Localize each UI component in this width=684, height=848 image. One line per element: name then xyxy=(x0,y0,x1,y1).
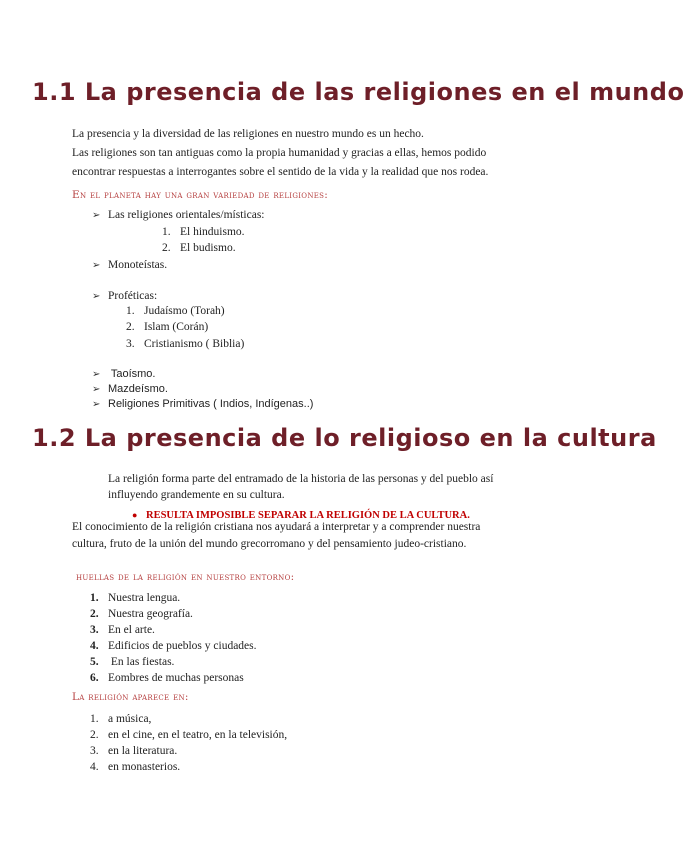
aparece-item-2 xyxy=(90,729,287,741)
para2-line-2: cultura, fruto de la unión del mundo grecorromano y del pensamiento judeo-cristiano. xyxy=(72,538,467,550)
huellas-item-1 xyxy=(90,592,180,604)
list-item-cristianismo xyxy=(126,338,244,350)
para1-line-1: La religión forma parte del entramado de la historia de las personas y del pueblo así xyxy=(108,473,494,485)
orientales-label: Las religiones orientales/místicas: xyxy=(108,209,265,221)
list-item-profeticas xyxy=(92,290,157,302)
aparece-heading: La religión aparece en: xyxy=(72,691,189,703)
huellas-heading: huellas de la religión en nuestro entorno: xyxy=(76,571,295,583)
item-number: 2. xyxy=(126,321,135,333)
item-text: En el arte. xyxy=(108,624,155,636)
arrow-bullet-icon: ➢ xyxy=(92,384,101,395)
item-number: 3. xyxy=(90,624,99,636)
item-text: En las fiestas. xyxy=(108,656,175,668)
item-text: en el cine, en el teatro, en la televisión, xyxy=(108,729,288,741)
list-item-orientales xyxy=(92,209,265,221)
aparece-item-4 xyxy=(90,761,180,773)
arrow-bullet-icon: ➢ xyxy=(92,399,101,410)
taoismo-label: Taoísmo. xyxy=(108,368,156,380)
aparece-item-1 xyxy=(90,713,151,725)
item-number: 4. xyxy=(90,640,99,652)
arrow-bullet-icon: ➢ xyxy=(92,291,101,302)
list-item-judaismo xyxy=(126,305,225,317)
list-item-islam xyxy=(126,321,208,333)
item-number: 1. xyxy=(90,592,99,604)
huellas-item-3 xyxy=(90,624,155,636)
mazdeismo-label: Mazdeísmo. xyxy=(108,383,168,395)
item-number: 1. xyxy=(90,713,99,725)
item-text: a música, xyxy=(108,713,152,725)
para2-line-1: El conocimiento de la religión cristiana nos ayudará a interpretar y a comprender nuestra xyxy=(72,521,481,533)
item-number: 5. xyxy=(90,656,99,668)
item-text: en la literatura. xyxy=(108,745,178,757)
item-text: Eombres de muchas personas xyxy=(108,672,244,684)
list-item-taoismo xyxy=(92,368,156,380)
highlight-text: RESULTA IMPOSIBLE SEPARAR LA RELIGIÓN DE LA CULTURA. xyxy=(146,510,470,521)
intro-line-2: Las religiones son tan antiguas como la propia humanidad y gracias a ellas, hemos podido xyxy=(72,147,487,159)
arrow-bullet-icon: ➢ xyxy=(92,260,101,271)
religions-variety-heading: En el planeta hay una gran variedad de religiones: xyxy=(72,189,329,201)
list-item-budismo xyxy=(162,242,236,254)
arrow-bullet-icon: ➢ xyxy=(92,369,101,380)
item-number: 3. xyxy=(126,338,135,350)
para1-line-2: influyendo grandemente en su cultura. xyxy=(108,489,285,501)
item-number: 6. xyxy=(90,672,99,684)
arrow-bullet-icon: ➢ xyxy=(92,210,101,221)
item-text: Judaísmo (Torah) xyxy=(144,305,225,317)
item-text: Nuestra geografía. xyxy=(108,608,193,620)
item-number: 2. xyxy=(90,608,99,620)
primitivas-label: Religiones Primitivas ( Indios, Indígenas..) xyxy=(108,398,314,410)
item-number: 2. xyxy=(162,242,171,254)
huellas-item-5 xyxy=(90,656,174,668)
item-number: 2. xyxy=(90,729,99,741)
item-text: Edificios de pueblos y ciudades. xyxy=(108,640,257,652)
huellas-item-6 xyxy=(90,672,244,684)
item-text: Nuestra lengua. xyxy=(108,592,181,604)
intro-line-1: La presencia y la diversidad de las religiones en nuestro mundo es un hecho. xyxy=(72,128,424,140)
aparece-item-3 xyxy=(90,745,177,757)
item-number: 1. xyxy=(126,305,135,317)
item-text: Cristianismo ( Biblia) xyxy=(144,338,245,350)
item-text: El budismo. xyxy=(180,242,236,254)
huellas-item-4 xyxy=(90,640,257,652)
intro-line-3: encontrar respuestas a interrogantes sobre el sentido de la vida y la realidad que nos rodea. xyxy=(72,166,489,178)
item-number: 3. xyxy=(90,745,99,757)
profeticas-label: Proféticas: xyxy=(108,290,158,302)
list-item-mazdeismo xyxy=(92,383,168,395)
item-text: en monasterios. xyxy=(108,761,181,773)
dot-bullet-icon: ● xyxy=(132,510,138,520)
monoteistas-label: Monoteístas. xyxy=(108,259,168,271)
item-number: 1. xyxy=(162,226,171,238)
item-text: El hinduismo. xyxy=(180,226,245,238)
item-number: 4. xyxy=(90,761,99,773)
item-text: Islam (Corán) xyxy=(144,321,209,333)
section-2-title: 1.2 La presencia de lo religioso en la cultura xyxy=(32,424,657,452)
list-item-primitivas xyxy=(92,398,313,410)
huellas-item-2 xyxy=(90,608,193,620)
list-item-hinduismo xyxy=(162,226,245,238)
list-item-monoteistas xyxy=(92,259,167,271)
section-1-title: 1.1 La presencia de las religiones en el mundo xyxy=(32,78,684,106)
